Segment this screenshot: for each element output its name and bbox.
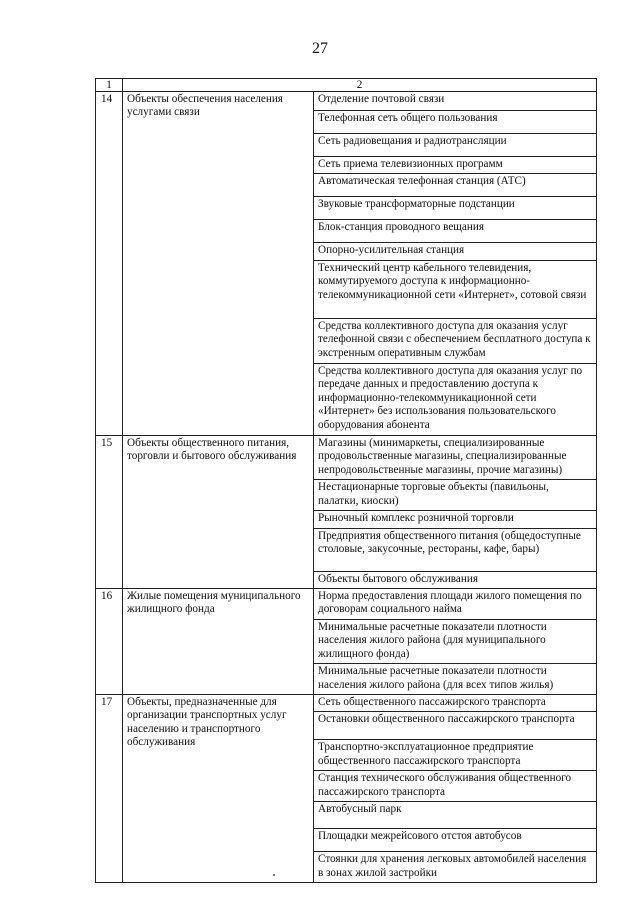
item-cell: Средства коллективного доступа для оказания услуг телефонной связи с обеспечением бесплатного доступа к экстренным оперативным службам [314, 318, 597, 363]
item-cell: Блок-станция проводного вещания [314, 220, 597, 243]
item-cell: Телефонная сеть общего пользования [314, 111, 597, 134]
row-number: 16 [96, 588, 123, 694]
category-cell: Объекты, предназначенные для организации транспортных услуг населению и транспортного обслуживания [123, 695, 314, 883]
item-cell: Технический центр кабельного телевидения, коммутируемого доступа к информационно-телекоммуникационной сети «Интернет», сотовой связи [314, 260, 597, 318]
norms-table [95, 78, 597, 883]
header-row [96, 79, 597, 92]
table-body [96, 92, 597, 883]
item-cell: Сеть приема телевизионных программ [314, 157, 597, 174]
item-cell: Объекты бытового обслуживания [314, 571, 597, 588]
item-cell: Отделение почтовой связи [314, 92, 597, 111]
item-cell: Транспортно-эксплуатационное предприятие общественного пассажирского транспорта [314, 740, 597, 771]
header-col-1: 1 [96, 79, 123, 92]
stray-mark [273, 874, 275, 876]
item-cell: Минимальные расчетные показатели плотности населения жилого района (для муниципального жилищного фонда) [314, 619, 597, 663]
item-cell: Звуковые трансформаторные подстанции [314, 197, 597, 220]
page-number: 27 [312, 40, 328, 57]
table-row [96, 435, 597, 479]
item-cell: Сеть радиовещания и радиотрансляции [314, 134, 597, 157]
row-number: 17 [96, 695, 123, 883]
item-cell: Предприятия общественного питания (общедоступные столовые, закусочные, рестораны, кафе, бары) [314, 528, 597, 571]
item-cell: Минимальные расчетные показатели плотности населения жилого района (для всех типов жилья) [314, 664, 597, 695]
category-cell: Объекты общественного питания, торговли и бытового обслуживания [123, 435, 314, 588]
item-cell: Остановки общественного пассажирского транспорта [314, 712, 597, 740]
item-cell: Норма предоставления площади жилого помещения по договорам социального найма [314, 588, 597, 619]
category-cell: Объекты обеспечения населения услугами связи [123, 92, 314, 436]
item-cell: Магазины (минимаркеты, специализированные продовольственные магазины, специализированные непродовольственные магазины, прочие магазины) [314, 435, 597, 479]
category-cell: Жилые помещения муниципального жилищного фонда [123, 588, 314, 694]
item-cell: Нестационарные торговые объекты (павильоны, палатки, киоски) [314, 480, 597, 511]
header-col-2: 2 [123, 79, 597, 92]
item-cell: Автобусный парк [314, 802, 597, 829]
item-cell: Стоянки для хранения легковых автомобилей населения в зонах жилой застройки [314, 852, 597, 883]
item-cell: Средства коллективного доступа для оказания услуг по передаче данных и предоставлению доступа к информационно-телекоммуникационной сети «Интернет» без использования пользовательского оборудования абонента [314, 363, 597, 435]
item-cell: Станция технического обслуживания общественного пассажирского транспорта [314, 771, 597, 802]
table-row [96, 92, 597, 111]
table-row [96, 588, 597, 619]
row-number: 15 [96, 435, 123, 588]
item-cell: Сеть общественного пассажирского транспорта [314, 695, 597, 712]
item-cell: Автоматическая телефонная станция (АТС) [314, 174, 597, 197]
item-cell: Опорно-усилительная станция [314, 243, 597, 260]
table-row [96, 695, 597, 712]
row-number: 14 [96, 92, 123, 436]
item-cell: Площадки межрейсового отстоя автобусов [314, 829, 597, 852]
item-cell: Рыночный комплекс розничной торговли [314, 511, 597, 528]
